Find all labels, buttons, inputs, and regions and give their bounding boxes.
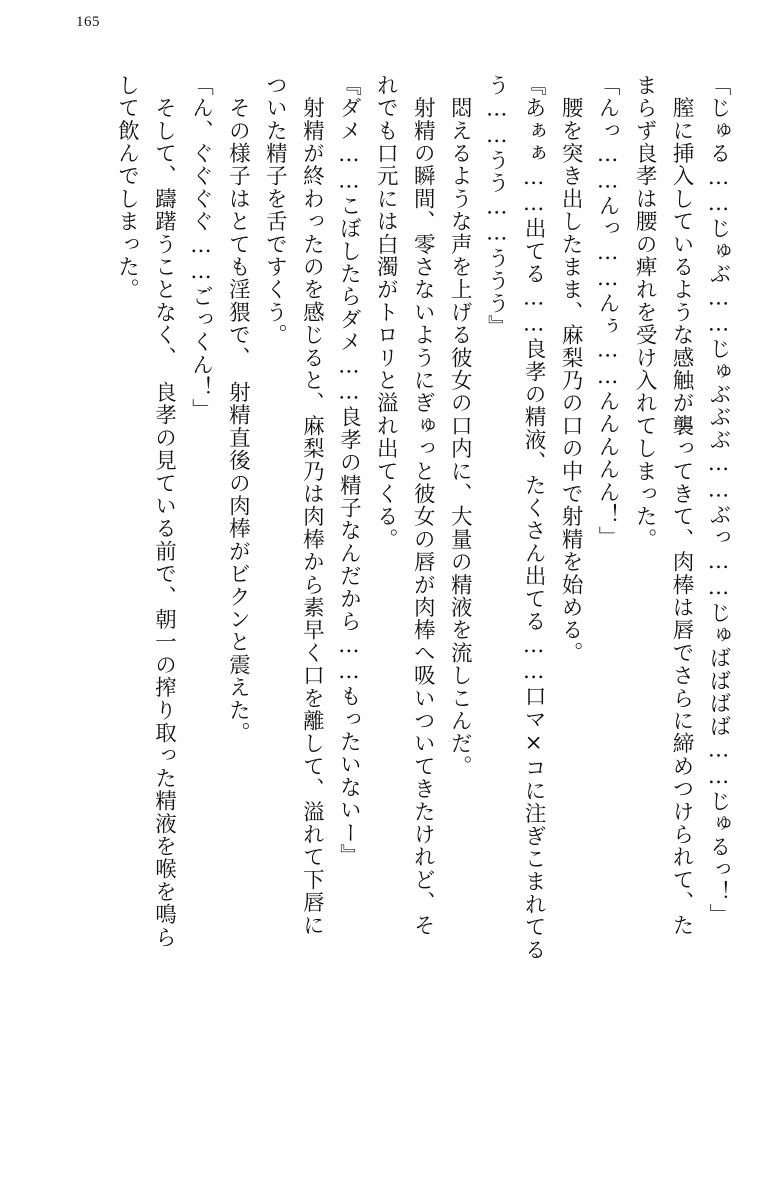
- text-line: 射精の瞬間、零さないようにぎゅっと彼女の唇が肉棒へ吸いついてきたけれど、そ: [410, 74, 436, 937]
- text-line: う……うう……ううう』: [484, 74, 510, 338]
- text-line: 「じゅる……じゅぶ……じゅぶぶぶ……ぶっ……じゅばばばば……じゅるっ！」: [706, 74, 731, 927]
- text-line: 『ダメ……こぼしたらダメ……良孝の精子なんだから……もったいないー』: [336, 74, 362, 867]
- text-line: 「ん、ぐぐぐぐ……ごっくん！」: [188, 74, 214, 422]
- text-line: 射精が終わったのを感じると、麻梨乃は肉棒から素早く口を離して、溢れて下唇に: [299, 74, 325, 937]
- text-line: 腰を突き出したまま、麻梨乃の口の中で射精を始める。: [558, 74, 584, 665]
- page-number: 165: [76, 14, 100, 30]
- page-body-text: [36, 74, 736, 1164]
- text-line: その様子はとても淫猥で、 射精直後の肉棒がビクンと震えた。: [225, 74, 251, 745]
- text-line: して飲んでしまった。: [114, 74, 140, 301]
- text-line: まらず良孝は腰の痺れを受け入れてしまった。: [632, 74, 658, 551]
- text-line: ついた精子を舌ですくう。: [262, 74, 288, 347]
- text-line: 「んっ……んっ……んぅ……んんんんん！」: [595, 74, 621, 549]
- text-line: 『あぁぁ……出てる……良孝の精液、たくさん出てる……口マ×コに注ぎこまれてる: [521, 74, 547, 962]
- text-line: 膣に挿入しているような感触が襲ってきて、肉棒は唇でさらに締めつけられて、た: [669, 74, 695, 937]
- text-line: れでも口元には白濁がトロリと溢れ出てくる。: [373, 74, 399, 551]
- text-line: そして、躊躇うことなく、 良孝の見ている前で、朝一の搾り取った精液を喉を鳴ら: [151, 74, 177, 949]
- text-line: 悶えるような声を上げる彼女の口内に、大量の精液を流しこんだ。: [447, 74, 473, 778]
